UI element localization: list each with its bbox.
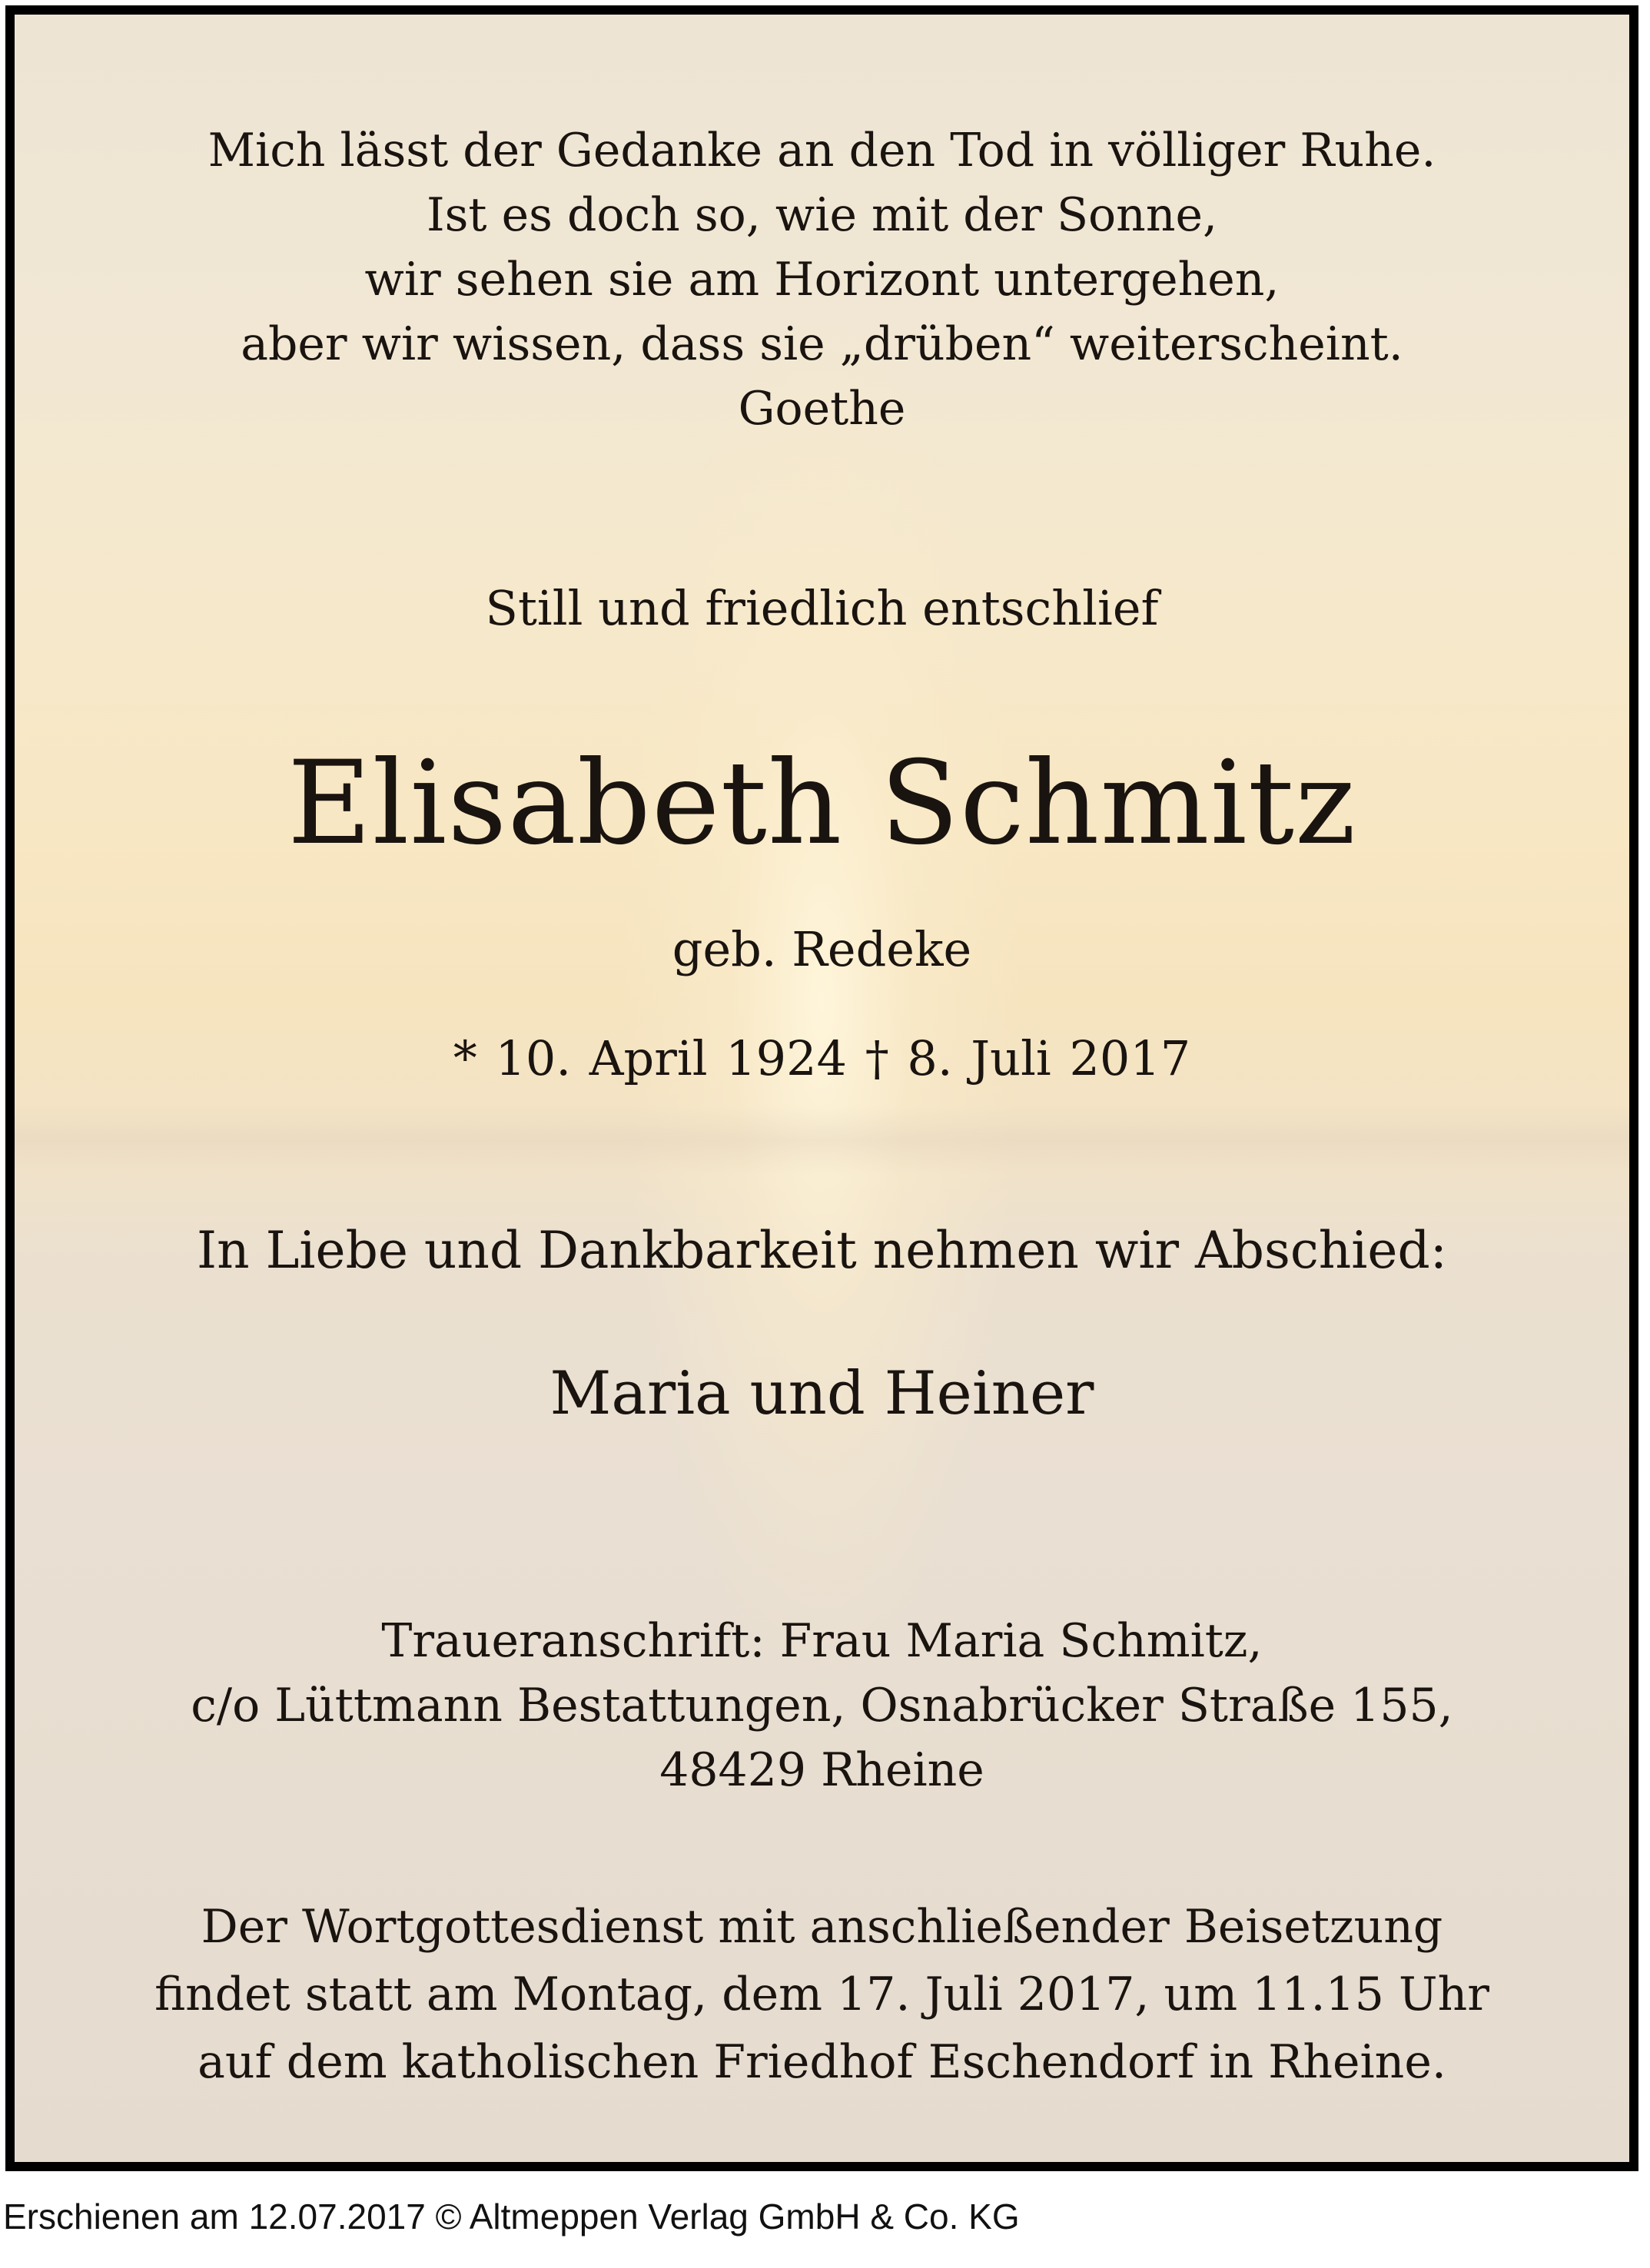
address-line: 48429 Rheine <box>659 1743 984 1797</box>
poem-line: aber wir wissen, dass sie „drüben“ weiterscheint. <box>241 317 1403 371</box>
poem-line: Mich lässt der Gedanke an den Tod in völliger Ruhe. <box>207 124 1436 177</box>
address-line: Traueranschrift: Frau Maria Schmitz, <box>381 1614 1263 1668</box>
poem-author: Goethe <box>738 382 906 436</box>
publication-footer: Erschienen am 12.07.2017 © Altmeppen Verlag GmbH & Co. KG <box>3 2197 1020 2236</box>
obituary-frame <box>5 5 1638 2171</box>
service-line: findet statt am Montag, dem 17. Juli 2017, um 11.15 Uhr <box>154 1968 1489 2021</box>
maiden-name: geb. Redeke <box>672 921 972 977</box>
address-line: c/o Lüttmann Bestattungen, Osnabrücker Straße 155, <box>191 1679 1453 1732</box>
service-line: Der Wortgottesdienst mit anschließender Beisetzung <box>201 1900 1443 1954</box>
intro-text: Still und friedlich entschlief <box>485 580 1159 636</box>
obituary-content <box>15 15 1629 2162</box>
poem-line: Ist es doch so, wie mit der Sonne, <box>426 188 1218 242</box>
life-dates: * 10. April 1924 † 8. Juli 2017 <box>453 1030 1191 1086</box>
poem-line: wir sehen sie am Horizont untergehen, <box>364 253 1280 307</box>
deceased-name: Elisabeth Schmitz <box>287 737 1357 870</box>
mourners-names: Maria und Heiner <box>549 1359 1094 1428</box>
farewell-text: In Liebe und Dankbarkeit nehmen wir Abschied: <box>197 1221 1447 1280</box>
service-line: auf dem katholischen Friedhof Eschendorf in Rheine. <box>198 2035 1446 2089</box>
